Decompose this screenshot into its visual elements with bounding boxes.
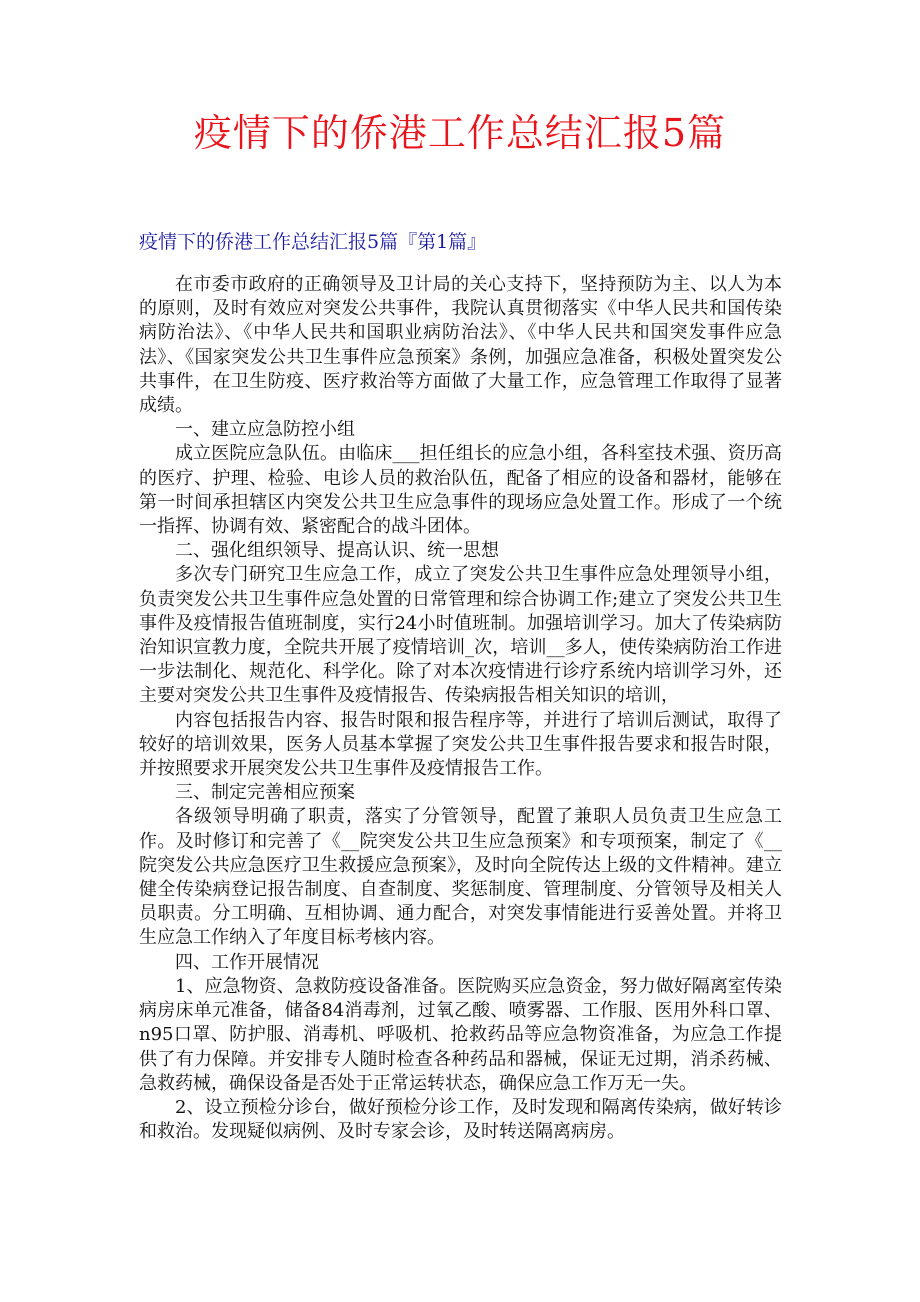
paragraph-1: 成立医院应急队伍。由临床___担任组长的应急小组，各科室技术强、资历高的医疗、护理、检验、电诊人员的救治队伍，配备了相应的设备和器材，能够在第一时间承担辖区内突发公共卫生应急事件的现场应急处置工作。形成了一个统一指挥、协调有效、紧密配合的战斗团体。 — [139, 443, 782, 538]
paragraph-intro: 在市委市政府的正确领导及卫计局的关心支持下，坚持预防为主、以人为本的原则，及时有效应对突发公共事件，我院认真贯彻落实《中华人民共和国传染病防治法》、《中华人民共和国职业病防治法》、《中华人民共和国突发事件应急法》、《国家突发公共卫生事件应急预案》条例，加强应急准备，积极处置突发公共事件，在卫生防疫、医疗救治等方面做了大量工作，应急管理工作取得了显著成绩。 — [139, 274, 782, 417]
document-body — [139, 273, 782, 1144]
paragraph-2b: 内容包括报告内容、报告时限和报告程序等，并进行了培训后测试，取得了较好的培训效果，医务人员基本掌握了突发公共卫生事件报告要求和报告时限，并按照要求开展突发公共卫生事件及疫情报告工作。 — [139, 709, 782, 780]
subheading-4: 四、工作开展情况 — [175, 951, 319, 973]
document-title: 疫情下的侨港工作总结汇报5篇 — [193, 111, 727, 155]
paragraph-4-1: 1、应急物资、急救防疫设备准备。医院购买应急资金，努力做好隔离室传染病房床单元准备，储备84消毒剂，过氧乙酸、喷雾器、工作服、医用外科口罩、n95口罩、防护服、消毒机、呼吸机、抢救药品等应急物资准备，为应急工作提供了有力保障。并安排专人随时检查各种药品和器械，保证无过期，消杀药械、急救药械，确保设备是否处于正常运转状态，确保应急工作万无一失。 — [139, 975, 782, 1094]
paragraph-3: 各级领导明确了职责，落实了分管领导，配置了兼职人员负责卫生应急工作。及时修订和完善了《__院突发公共卫生应急预案》和专项预案，制定了《__院突发公共应急医疗卫生救援应急预案》，及时向全院传达上级的文件精神。建立健全传染病登记报告制度、自查制度、奖惩制度、管理制度、分管领导及相关人员职责。分工明确、互相协调、通力配合，对突发事情能进行妥善处置。并将卫生应急工作纳入了年度目标考核内容。 — [139, 806, 782, 949]
subheading-1: 一、建立应急防控小组 — [175, 419, 355, 441]
subheading-2: 二、强化组织领导、提高认识、统一思想 — [175, 540, 499, 562]
paragraph-2a: 多次专门研究卫生应急工作，成立了突发公共卫生事件应急处理领导小组，负责突发公共卫生事件应急处置的日常管理和综合协调工作;建立了突发公共卫生事件及疫情报告值班制度，实行24小时值班制。加强培训学习。加大了传染病防治知识宣教力度，全院共开展了疫情培训_次，培训__多人，使传染病防治工作进一步法制化、规范化、科学化。除了对本次疫情进行诊疗系统内培训学习外，还主要对突发公共卫生事件及疫情报告、传染病报告相关知识的培训， — [139, 564, 782, 707]
section-heading: 疫情下的侨港工作总结汇报5篇『第1篇』 — [139, 231, 487, 253]
paragraph-4-2: 2、设立预检分诊台，做好预检分诊工作，及时发现和隔离传染病，做好转诊和救治。发现疑似病例、及时专家会诊，及时转送隔离病房。 — [139, 1096, 782, 1143]
subheading-3: 三、制定完善相应预案 — [175, 782, 355, 804]
